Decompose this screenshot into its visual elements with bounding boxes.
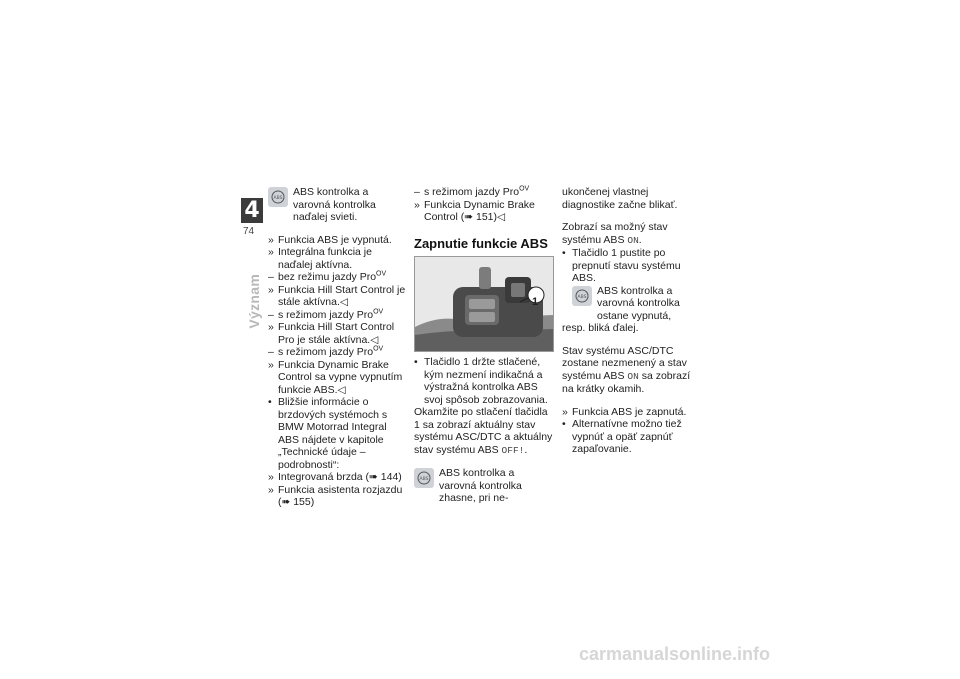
column-1 (268, 186, 406, 509)
abs-indicator-text: ABS kontrolka a varovná kontrolka naďalej svieti. (293, 186, 376, 223)
list-item (268, 246, 406, 271)
list-item (414, 186, 554, 199)
site-watermark: carmanualsonline.info (579, 644, 771, 664)
list-item (268, 471, 406, 484)
abs-warning-icon (268, 187, 288, 207)
chapter-tab: 4 (241, 198, 263, 223)
list-marker: • (268, 396, 272, 408)
status-paragraph: Okamžite po stlačení tlačidla 1 sa zobrazí aktuálny stav systému ASC/DTC a aktuálny stav systému ABS OFF!. (414, 406, 553, 456)
option-superscript: OV (373, 308, 384, 315)
list-marker: » (268, 471, 274, 483)
chapter-side-label (233, 275, 273, 335)
blink-text: resp. bliká ďalej. (562, 322, 639, 334)
list-item-label: bez režimu jazdy Pro (278, 271, 377, 283)
option-superscript: OV (376, 270, 387, 278)
list-item-text (278, 284, 406, 309)
possible-state-text: Zobrazí sa možný stav systému ABS ON. (562, 221, 668, 246)
list-item-label: Integrovaná brzda (➠ 144) (278, 471, 402, 483)
list-item-text (278, 271, 406, 284)
abs-indicator-text-2: ABS kontrolka a varovná kontrolka zhasne, pri ne- (439, 467, 522, 504)
list-item-label: Funkcia Dynamic Brake Control (➠ 151)◁ (424, 198, 535, 223)
list-item-text (278, 471, 406, 484)
abs-warning-icon (414, 468, 434, 488)
list-item-text (424, 199, 554, 224)
svg-text:ABS: ABS (577, 294, 587, 300)
list-item-label: Bližšie informácie o brzdových systémoch s BMW Motorrad Integral ABS nájdete v kapitole „Technické údaje – podrobnosti“: (278, 396, 388, 471)
list-item (268, 309, 406, 322)
list-marker: » (268, 358, 274, 371)
list-item-label: Funkcia ABS je vypnutá. (278, 233, 392, 246)
possible-state-label: Zobrazí sa možný stav systému ABS (562, 221, 668, 246)
list-item (268, 271, 406, 284)
svg-text:ABS: ABS (273, 196, 283, 201)
list-marker: » (268, 483, 274, 496)
list-item (562, 418, 702, 456)
list-item-label: Funkcia Hill Start Control je stále aktívna.◁ (278, 283, 406, 308)
list-item (268, 359, 406, 397)
column-2-list (414, 186, 554, 224)
list-item-label: Funkcia ABS je zapnutá. (572, 405, 687, 418)
list-item-text (278, 246, 406, 271)
list-item-text (424, 186, 554, 199)
abs-indicator-note-3 (572, 285, 702, 323)
list-item-text (278, 234, 406, 247)
column-1-list (268, 234, 406, 509)
asc-dtc-text (562, 345, 702, 396)
list-item (268, 234, 406, 247)
svg-text:ABS: ABS (419, 477, 429, 482)
page-number: 74 (243, 226, 255, 237)
list-item-label: Funkcia asistenta rozjazdu (➠ 155) (278, 483, 403, 508)
list-marker: » (268, 233, 274, 246)
list-item-label: Funkcia Hill Start Control Pro je stále aktívna.◁ (278, 321, 395, 346)
option-superscript: OV (519, 185, 530, 193)
list-marker: » (268, 283, 274, 296)
list-item-label: Integrálna funkcia je naďalej aktívna. (278, 246, 372, 271)
asc-dtc-text-a: Stav systému ASC/DTC zostane nezmenený a stav systému ABS (562, 344, 687, 382)
release-bullet (562, 247, 702, 285)
list-marker: • (562, 418, 566, 430)
column-3 (562, 186, 702, 456)
list-item (268, 484, 406, 509)
diagnostic-text: ukončenej vlastnej diagnostike začne blikať. (562, 186, 678, 211)
section-heading: Zapnutie funkcie ABS (414, 235, 548, 251)
list-item-text (572, 418, 702, 456)
abs-warning-icon (572, 286, 592, 306)
list-marker: » (562, 405, 568, 418)
release-text: Tlačidlo 1 pustite po prepnutí stavu systému ABS. (572, 247, 681, 284)
list-item (268, 321, 406, 346)
bullet-mark: • (562, 247, 566, 259)
list-item-text (278, 321, 406, 346)
list-marker: – (268, 346, 274, 358)
option-superscript: OV (373, 345, 384, 353)
abs-indicator-note-2 (414, 467, 554, 505)
list-item-text (278, 359, 406, 397)
list-marker: – (268, 308, 274, 321)
list-item (562, 406, 702, 419)
list-item-text (278, 309, 406, 322)
list-item (268, 396, 406, 471)
list-item-text (572, 406, 702, 419)
list-item-text (278, 396, 406, 471)
list-item (268, 346, 406, 359)
list-item-label: Funkcia Dynamic Brake Control sa vypne vypnutím funkcie ABS.◁ (278, 358, 403, 396)
list-item-label: Alternatívne možno tiež vypnúť a opäť zapnúť zapaľovanie. (572, 418, 682, 455)
abs-state-on: ON (627, 234, 639, 246)
list-marker: » (414, 198, 420, 211)
step-bullet (414, 356, 554, 406)
list-item-text (278, 484, 406, 509)
status-paragraph-text: Okamžite po stlačení tlačidla 1 sa zobrazí aktuálny stav systému ASC/DTC a aktuálny stav systému ABS (414, 406, 553, 456)
list-marker: » (268, 321, 274, 333)
list-marker: – (414, 186, 420, 198)
list-item-label: s režimom jazdy Pro (278, 308, 374, 321)
step-text: Tlačidlo 1 držte stlačené, kým nezmení indikačná a výstražná kontrolka ABS svoj spôsob zobrazovania. (424, 356, 548, 406)
bullet-mark: • (414, 356, 418, 368)
abs-state-on-2: ON (627, 370, 639, 382)
list-item-text (278, 346, 406, 359)
column-3-list (562, 406, 702, 456)
chapter-title: Význam (246, 273, 263, 329)
list-marker: – (268, 271, 274, 283)
column-2 (414, 186, 554, 505)
list-marker: » (268, 246, 274, 258)
abs-indicator-text-3: ABS kontrolka a varovná kontrolka ostane vypnutá, (597, 284, 680, 322)
abs-indicator-note (268, 186, 406, 224)
list-item (414, 199, 554, 224)
abs-state-off: OFF! (501, 444, 525, 456)
list-item-label: s režimom jazdy Pro (424, 186, 520, 198)
list-item (268, 284, 406, 309)
list-item-label: s režimom jazdy Pro (278, 346, 374, 358)
asc-dtc-text-b: sa zobrazí na krátky okamih. (562, 369, 691, 395)
